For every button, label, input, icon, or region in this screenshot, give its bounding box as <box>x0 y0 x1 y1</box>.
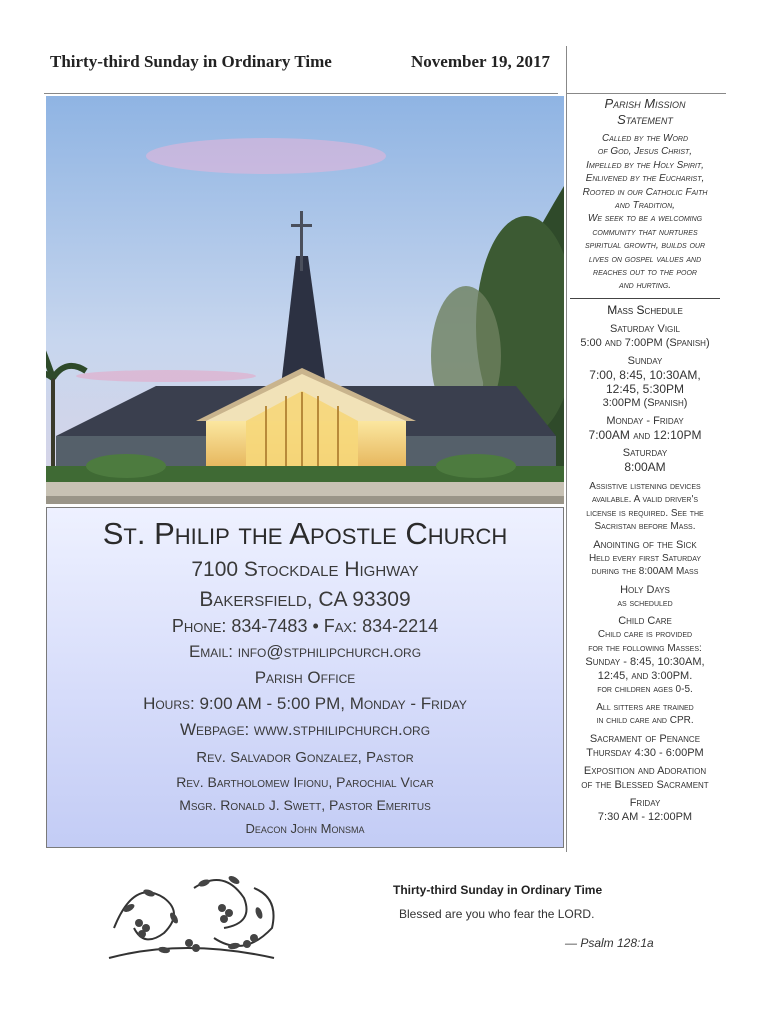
mission-line: spiritual growth, builds our <box>584 240 705 252</box>
note-line: 12:45, and 3:00PM. <box>597 670 693 683</box>
mission-line: lives on gospel values and <box>588 253 702 265</box>
note-line: during the 8:00AM Mass <box>591 566 699 578</box>
friday-label: Friday <box>629 796 661 809</box>
saturday-times: 8:00AM <box>624 459 666 474</box>
sidebar <box>567 96 723 824</box>
note-line: Sacristan before Mass. <box>594 521 696 533</box>
friday-times: 7:30 AM - 12:00PM <box>597 810 693 823</box>
penance-label: Sacrament of Penance <box>589 732 701 745</box>
psalm-verse: Blessed are you who fear the LORD. <box>399 907 595 921</box>
child-care-label: Child Care <box>618 615 672 628</box>
parish-office-label: Parish Office <box>254 668 356 687</box>
assistive-devices-note <box>567 480 723 534</box>
parochial-vicar: Rev. Bartholomew Ifionu, Parochial Vicar <box>176 774 434 790</box>
header-date: November 19, 2017 <box>411 52 550 71</box>
note-line: Held every first Saturday <box>588 552 702 564</box>
mission-line: Called by the Word <box>601 133 689 144</box>
saturday-vigil-times: 5:00 and 7:00PM (Spanish) <box>580 336 710 349</box>
header-occasion: Thirty-third Sunday in Ordinary Time <box>50 52 332 71</box>
note-line: Child care is provided <box>597 629 693 641</box>
penance-times: Thursday 4:30 - 6:00PM <box>586 746 704 759</box>
mission-line: Rooted in our Catholic Faith <box>582 186 708 198</box>
pastor-emeritus: Msgr. Ronald J. Swett, Pastor Emeritus <box>179 797 431 813</box>
office-hours: Hours: 9:00 AM - 5:00 PM, Monday - Friday <box>143 694 467 713</box>
holy-days-label: Holy Days <box>620 583 670 596</box>
divider <box>44 93 558 94</box>
sitters-text <box>567 701 723 728</box>
note-line: All sitters are trained <box>596 701 694 713</box>
pastor: Rev. Salvador Gonzalez, Pastor <box>196 749 414 766</box>
mission-line: reaches out to the poor <box>593 267 697 279</box>
church-webpage: Webpage: www.stphilipchurch.org <box>179 720 431 739</box>
divider <box>566 93 726 94</box>
divider <box>570 298 720 299</box>
note-line: for the following Masses: <box>588 642 702 654</box>
note-line: Sunday - 8:45, 10:30AM, <box>585 656 705 669</box>
holy-days-text: as scheduled <box>617 597 673 609</box>
exposition-label <box>567 764 723 792</box>
psalm-reference: — Psalm 128:1a <box>565 936 654 950</box>
sunday-label: Sunday <box>627 354 663 367</box>
note-line: for children ages 0-5. <box>597 684 693 696</box>
mission-line: and Tradition, <box>615 200 675 212</box>
mission-line: of God, Jesus Christ, <box>597 146 693 158</box>
anointing-text <box>567 552 723 579</box>
mission-line: Impelled by the Holy Spirit, <box>586 159 704 171</box>
mission-line: We seek to be a welcoming <box>587 213 703 225</box>
church-photo <box>46 96 564 504</box>
church-name: St. Philip the Apostle Church <box>102 516 508 551</box>
note-line: Assistive listening devices <box>589 480 701 492</box>
note-line: in child care and CPR. <box>596 715 694 727</box>
olive-branch-clipart <box>104 868 282 968</box>
mission-title <box>567 96 723 128</box>
anointing-label: Anointing of the Sick <box>593 538 697 551</box>
church-email: Email: info@stphilipchurch.org <box>188 642 422 661</box>
mission-statement <box>567 132 723 293</box>
footer-title: Thirty-third Sunday in Ordinary Time <box>393 883 603 897</box>
saturday-vigil-label: Saturday Vigil <box>610 322 680 335</box>
child-care-text <box>567 628 723 697</box>
sunday-times: 12:45, 5:30PM <box>605 381 685 396</box>
note-line: of the Blessed Sacrament <box>581 778 709 791</box>
weekday-times: 7:00AM and 12:10PM <box>588 427 702 442</box>
note-line: available. A valid driver's <box>591 494 699 506</box>
mission-line: Enlivened by the Eucharist, <box>585 173 705 185</box>
mission-line: and hurting. <box>618 280 672 292</box>
note-line: license is required. See the <box>586 507 704 519</box>
saturday-label: Saturday <box>622 446 668 459</box>
mass-schedule-heading: Mass Schedule <box>607 302 683 317</box>
mission-title-line: Parish Mission <box>604 96 686 111</box>
mission-title-line: Statement <box>617 112 673 127</box>
weekday-label: Monday - Friday <box>606 414 684 427</box>
note-line: Exposition and Adoration <box>583 764 707 777</box>
church-city: Bakersfield, CA 93309 <box>199 588 411 611</box>
church-street: 7100 Stockdale Highway <box>191 558 419 581</box>
church-info-box <box>46 507 564 848</box>
church-phone-fax: Phone: 834-7483 • Fax: 834-2214 <box>171 616 439 636</box>
deacon: Deacon John Monsma <box>245 821 365 836</box>
sunday-times-spanish: 3:00PM (Spanish) <box>602 396 688 409</box>
sunday-times: 7:00, 8:45, 10:30AM, <box>589 367 701 382</box>
mission-line: community that nurtures <box>592 226 698 238</box>
